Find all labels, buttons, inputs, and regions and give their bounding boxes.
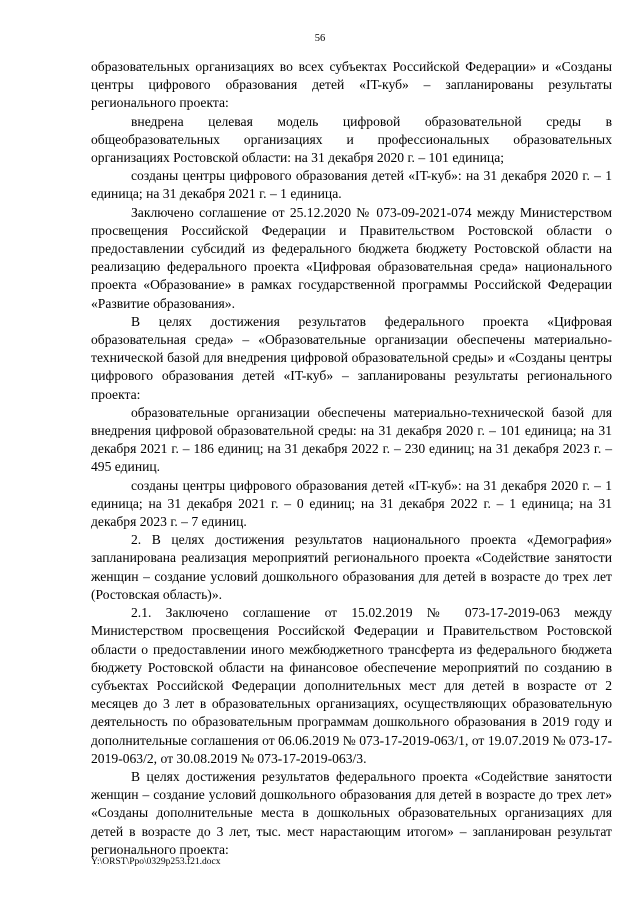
paragraph-6: образовательные организации обеспечены материально-технической базой для внедрения цифровой образовательной среды: на 31 декабря 2020 г. – 101 единица; на 31 декабря 2021 г. – 186 единиц; на 31 декабря 2022 г. – 230 единиц; на 31 декабря 2023 г. – 495 единиц. bbox=[91, 404, 612, 475]
paragraph-10: В целях достижения результатов федерального проекта «Содействие занятости женщин – создание условий дошкольного образования для детей в возрасте до трех лет» «Созданы дополнительные места в дошкольных образовательных организациях для детей в возрасте до 3 лет, тыс. мест нарастающим итогом» – запланирован результат регионального проекта: bbox=[91, 768, 612, 857]
file-path-footer: Y:\ORST\Ppo\0329p253.f21.docx bbox=[91, 857, 221, 867]
page-number: 56 bbox=[314, 33, 326, 44]
paragraph-8: 2. В целях достижения результатов национального проекта «Демография» запланирована реализация мероприятий регионального проекта «Содействие занятости женщин – создание условий дошкольного образования для детей в возрасте до трех лет (Ростовская область)». bbox=[91, 532, 612, 602]
paragraph-1: образовательных организациях во всех субъектах Российской Федерации» и «Созданы центры цифрового образования детей «IT-куб» – запланированы результаты регионального проекта: bbox=[91, 59, 612, 111]
paragraph-7: созданы центры цифрового образования детей «IT-куб»: на 31 декабря 2020 г. – 1 единица; на 31 декабря 2021 г. – 0 единиц; на 31 декабря 2022 г. – 1 единица; на 31 декабря 2023 г. – 7 единиц. bbox=[91, 477, 612, 530]
paragraph-9: 2.1. Заключено соглашение от 15.02.2019 № 073-17-2019-063 между Министерством просвещения Российской Федерации и Правительством Ростовской области о предоставлении иного межбюджетного трансферта из федерального бюджета бюджету Ростовской области на финансовое обеспечение мероприятий по созданию в субъектах Российской Федерации дополнительных мест для детей в возрасте от 2 месяцев до 3 лет в образовательных организациях, осуществляющих образовательную деятельность по образовательным программам дошкольного образования в 2019 году и дополнительные соглашения от 06.06.2019 № 073-17-2019-063/1, от 19.07.2019 № 073-17-2019-063/2, от 30.08.2019 № 073-17-2019-063/3. bbox=[91, 605, 612, 766]
page-body bbox=[91, 58, 612, 859]
paragraph-3: созданы центры цифрового образования детей «IT-куб»: на 31 декабря 2020 г. – 1 единица; на 31 декабря 2021 г. – 1 единица. bbox=[91, 168, 612, 202]
paragraph-5: В целях достижения результатов федерального проекта «Цифровая образовательная среда» – «Образовательные организации обеспечены материально-технической базой для внедрения цифровой образовательной среды» и «Созданы центры цифрового образования детей «IT-куб» – запланированы результаты регионального проекта: bbox=[91, 313, 612, 402]
paragraph-4: Заключено соглашение от 25.12.2020 № 073-09-2021-074 между Министерством просвещения Российской Федерации и Правительством Ростовской области о предоставлении субсидий из федерального бюджета бюджету Ростовской области на реализацию федерального проекта «Цифровая образовательная среда» национального проекта «Образование» в рамках государственной программы Российской Федерации «Развитие образования». bbox=[91, 204, 612, 311]
paragraph-2: внедрена целевая модель цифровой образовательной среды в общеобразовательных организациях и профессиональных образовательных организациях Ростовской области: на 31 декабря 2020 г. – 101 единица; bbox=[91, 113, 612, 166]
